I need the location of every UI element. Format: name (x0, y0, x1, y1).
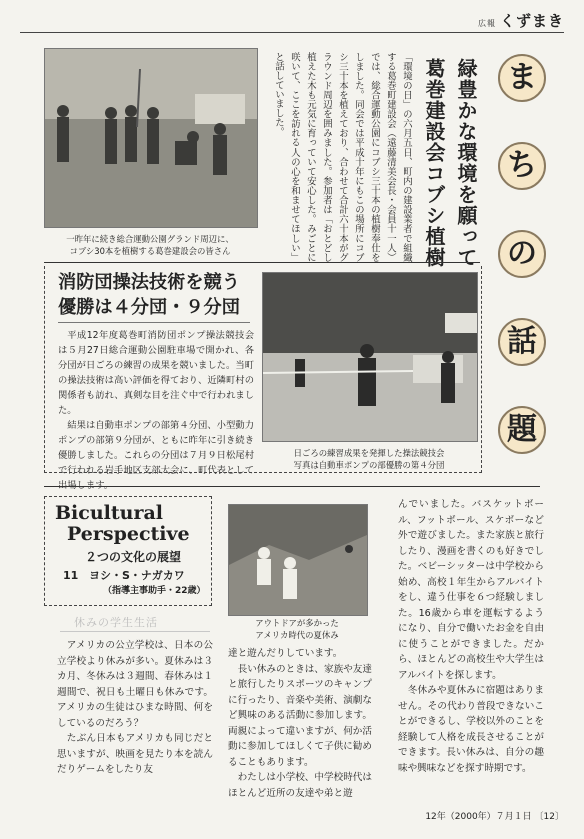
side-banner (493, 44, 549, 464)
banner-char: の (498, 230, 546, 278)
article1-title-line: 緑豊かな環境を願って (454, 58, 478, 268)
photo-caption-tree (44, 233, 256, 257)
summer-outdoor-image (229, 505, 367, 615)
column-subtitle: ２つの文化の展望 (85, 550, 182, 564)
page-footer (425, 809, 564, 822)
page-header (478, 10, 564, 31)
article2-title-line: 優勝は４分団・９分団 (58, 297, 240, 318)
column-author: ヨシ・S・ナガカワ (89, 569, 185, 582)
tree-planting-image (45, 49, 257, 227)
banner-char: ち (498, 142, 546, 190)
header-rule (20, 32, 564, 33)
header-series-label: 広報 (477, 19, 496, 28)
column-text-2: 達と遊んだりしています。 長い休みのときは、家族や友達と旅行したりスポーツのキャンプに行ったり、音楽や美術、演劇など興味のある活動に参加します。両親によって違いますが、何か活動に参加してほしくて子供に勧めることもあります。 わたしは小学校、中学校時代はほとんど近所の友達や弟と遊 (228, 648, 372, 799)
banner-char: 話 (498, 318, 546, 366)
caption-line: 写真は自動車ポンプの部優勝の第４分団 (293, 459, 445, 470)
column-number: 11 (63, 569, 79, 582)
column-heading-line: Perspective (67, 523, 190, 545)
caption-line: 日ごろの練習成果を発揮した操法競技会 (293, 448, 445, 458)
banner-char: ま (498, 54, 546, 102)
column-author-role: （指導主事助手・22歳） (103, 586, 206, 596)
article1-title-line: 葛巻建設会コブシ植樹 (422, 58, 446, 268)
column-heading-line: Bicultural (55, 502, 164, 524)
section-divider (44, 486, 540, 487)
article2-paragraph: 結果は自動車ポンプの部第４分団、小型動力ポンプの部第９分団が、ともに昨年に引き続き優勝しました。これらの分団は７月９日松尾村で行われる岩手地区支部大会に、町代表として出場します。 (58, 420, 254, 491)
column-section-title: 休みの学生生活 (74, 616, 158, 629)
caption-line: コブシ30本を植樹する葛巻建設会の皆さん (69, 246, 231, 256)
caption-line: アウトドアが多かった (255, 618, 339, 628)
article2-paragraph: 平成12年度葛巻町消防団ポンプ操法競技会は５月27日総合運動公園駐車場で開かれ、各分団が日ごろの練習の成果を競いました。当町の操法技術は高い評価を得ており、近隣町村の関係者も訪れ、真剣な目を注ぐ中で行われました。 (58, 330, 254, 416)
column-text-3: んでいました。バスケットボール、フットボール、スケボーなど外で遊びました。また家族と旅行したり、漫画を書くのも好きでした。ベビーシッターは中学校から始め、高校１年生からアルバイトをし、違う仕事を６つ経験しました。16歳から車を運転するようになり、自分で働いたお金を自由に使うことができました。だから、ほとんどの高校生や大学生はアルバイトを探します。 冬休みや夏休みに宿題はありません。その代わり普段できないことができるし、学校以外のことを経験して人格を成長させることができます。長い休みは、自分の趣味や興味などを探す時期です。 (398, 499, 544, 774)
photo-summer-outdoor (228, 504, 368, 616)
column-heading (55, 503, 190, 545)
footer-page-number: 〔12〕 (534, 812, 564, 822)
column-section-rule (60, 631, 210, 632)
caption-line: 一昨年に続き総合運動公園グランド周辺に、 (66, 234, 234, 244)
article2-frame (44, 266, 482, 473)
caption-line: アメリカ時代の夏休み (255, 629, 339, 640)
article1-body: 「環境の日」の六月五日、町内の建設業者で組織する葛巻町建設会（遠藤清美会長・会員十一人）では、総合運動公園にコブシ三十本の植樹奉仕をしました。同会では平成十年にもこの場所にコブシ三十本を植えており、合わせて合計六十本がグラウンド周辺を囲みました。参加者は「おとどし植えた木も元気に育っていて安心した。みごとに咲いて、ここを訪れる人の心を和ませてほしい」と話していました。 (273, 52, 412, 262)
photo-tree-planting (44, 48, 258, 228)
publication-title: くずまき (499, 12, 564, 30)
column-text-1: アメリカの公立学校は、日本の公立学校より休みが多い。夏休みは３カ月、冬休みは３週間、春休みは１週間で、祝日も土曜日も休みです。アメリカの生徒はひまな時間、何をしているのだろう？ たぶん日本もアメリカも同じだと思いますが、映画を見たり本を読んだりゲームをしたり友 (57, 640, 213, 775)
banner-char: 題 (498, 406, 546, 454)
section-divider (44, 262, 480, 263)
column-header-box (44, 496, 212, 606)
article2-title-line: 消防団操法技術を競う (58, 272, 240, 293)
footer-date: 12年（2000年）７月１日 (425, 812, 532, 822)
photo-caption-summer (228, 618, 366, 641)
